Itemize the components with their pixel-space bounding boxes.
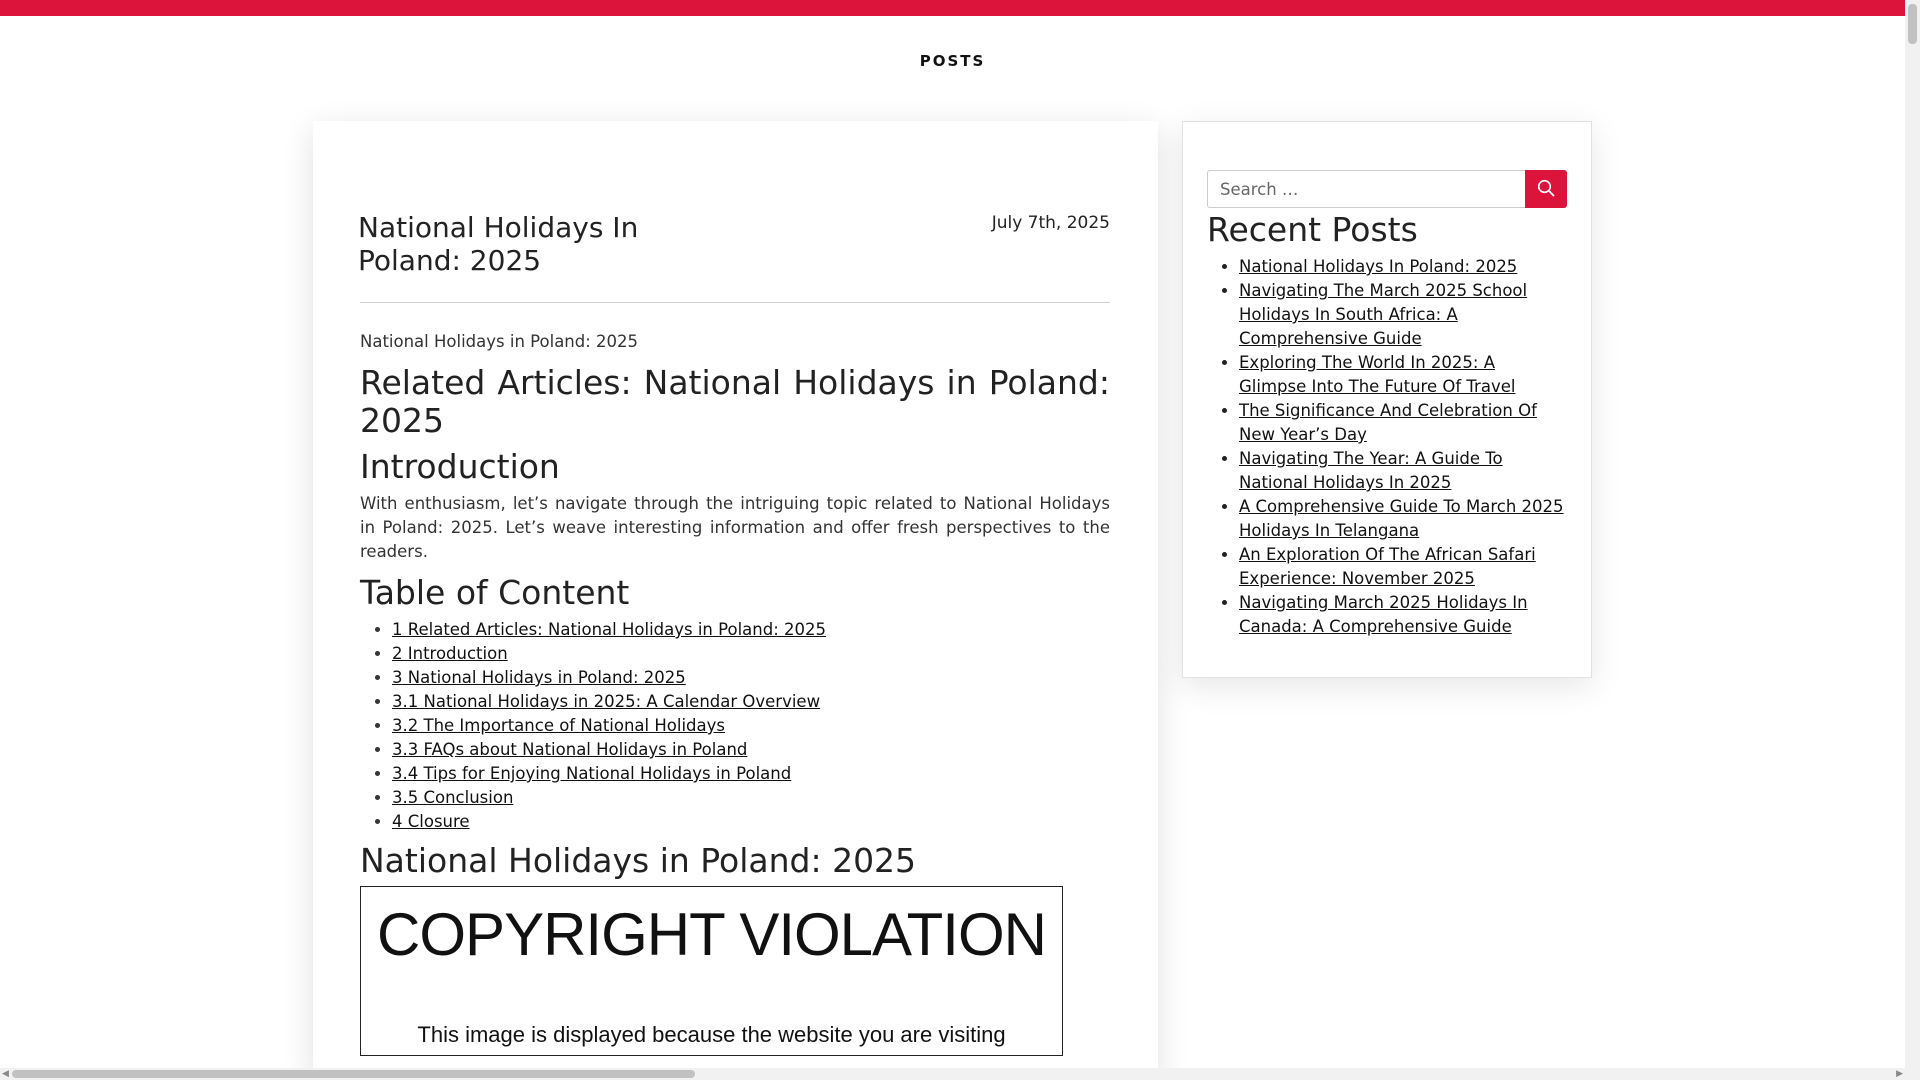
list-item [1239, 351, 1567, 399]
toc-heading: Table of Content [360, 573, 630, 612]
site-nav [0, 16, 1905, 106]
toc-link[interactable]: 3.4 Tips for Enjoying National Holidays in Poland [392, 764, 792, 783]
list-item [1239, 543, 1567, 591]
introduction-heading: Introduction [360, 447, 560, 486]
toc-list [360, 618, 1110, 834]
list-item [1239, 447, 1567, 495]
recent-post-link[interactable]: The Significance And Celebration Of New Year’s Day [1239, 401, 1537, 444]
search-button[interactable] [1525, 170, 1567, 208]
copyright-image-title: COPYRIGHT VIOLATION [377, 901, 1046, 968]
toc-link[interactable]: 3.5 Conclusion [392, 788, 514, 807]
toc-link[interactable]: 4 Closure [392, 812, 470, 831]
nav-posts-link[interactable]: POSTS [919, 52, 986, 70]
scroll-left-icon[interactable]: ◀ [2, 1069, 9, 1079]
post-date: July 7th, 2025 [991, 213, 1110, 233]
toc-link[interactable]: 2 Introduction [392, 644, 508, 663]
recent-posts-heading: Recent Posts [1207, 210, 1418, 249]
copyright-image-caption: This image is displayed because the website you are visiting [417, 1022, 1006, 1047]
recent-post-link[interactable]: Navigating The March 2025 School Holidays In South Africa: A Comprehensive Guide [1239, 281, 1528, 348]
recent-post-link[interactable]: Navigating March 2025 Holidays In Canada: A Comprehensive Guide [1239, 593, 1528, 636]
lead-paragraph: National Holidays in Poland: 2025 [360, 332, 639, 351]
list-item [392, 690, 1110, 714]
list-item [1239, 399, 1567, 447]
introduction-text: With enthusiasm, let’s navigate through the intriguing topic related to National Holidays in Poland: 2025. Let’s weave interesting information and offer fresh perspectives to the readers. [360, 494, 1110, 561]
sidebar-widget [1182, 121, 1592, 678]
search-form [1207, 170, 1567, 208]
list-item [392, 618, 1110, 642]
recent-post-link[interactable]: National Holidays In Poland: 2025 [1239, 257, 1518, 276]
toc-link[interactable]: 3.1 National Holidays in 2025: A Calendar Overview [392, 692, 821, 711]
article-card [313, 121, 1158, 1080]
recent-post-link[interactable]: An Exploration Of The African Safari Experience: November 2025 [1239, 545, 1536, 588]
list-item [1239, 591, 1567, 639]
copyright-violation-image [360, 886, 1063, 1056]
title-divider [360, 302, 1110, 303]
list-item [392, 666, 1110, 690]
toc-link[interactable]: 3.2 The Importance of National Holidays [392, 716, 725, 735]
search-icon [1537, 179, 1555, 200]
related-articles-heading: Related Articles: National Holidays in Poland: 2025 [360, 363, 1110, 440]
vertical-scrollbar-thumb[interactable] [1908, 4, 1917, 44]
list-item [392, 810, 1110, 834]
article-body [360, 330, 1110, 1056]
top-accent-bar [0, 0, 1905, 16]
search-input[interactable] [1207, 170, 1525, 208]
list-item [392, 762, 1110, 786]
horizontal-scrollbar-thumb[interactable] [12, 1070, 695, 1078]
vertical-scrollbar[interactable] [1905, 0, 1920, 1080]
list-item [392, 738, 1110, 762]
post-title: National Holidays In Poland: 2025 [358, 211, 639, 277]
list-item [1239, 495, 1567, 543]
list-item [392, 786, 1110, 810]
recent-post-link[interactable]: A Comprehensive Guide To March 2025 Holidays In Telangana [1239, 497, 1564, 540]
horizontal-scrollbar[interactable] [0, 1068, 1905, 1080]
list-item [392, 642, 1110, 666]
toc-link[interactable]: 1 Related Articles: National Holidays in Poland: 2025 [392, 620, 827, 639]
recent-posts-list [1207, 255, 1567, 639]
scroll-right-icon[interactable]: ▶ [1896, 1069, 1903, 1079]
toc-link[interactable]: 3.3 FAQs about National Holidays in Poland [392, 740, 748, 759]
section-heading: National Holidays in Poland: 2025 [360, 841, 917, 880]
recent-post-link[interactable]: Navigating The Year: A Guide To National Holidays In 2025 [1239, 449, 1503, 492]
list-item [1239, 255, 1567, 279]
toc-link[interactable]: 3 National Holidays in Poland: 2025 [392, 668, 686, 687]
recent-post-link[interactable]: Exploring The World In 2025: A Glimpse Into The Future Of Travel [1239, 353, 1516, 396]
list-item [1239, 279, 1567, 351]
list-item [392, 714, 1110, 738]
